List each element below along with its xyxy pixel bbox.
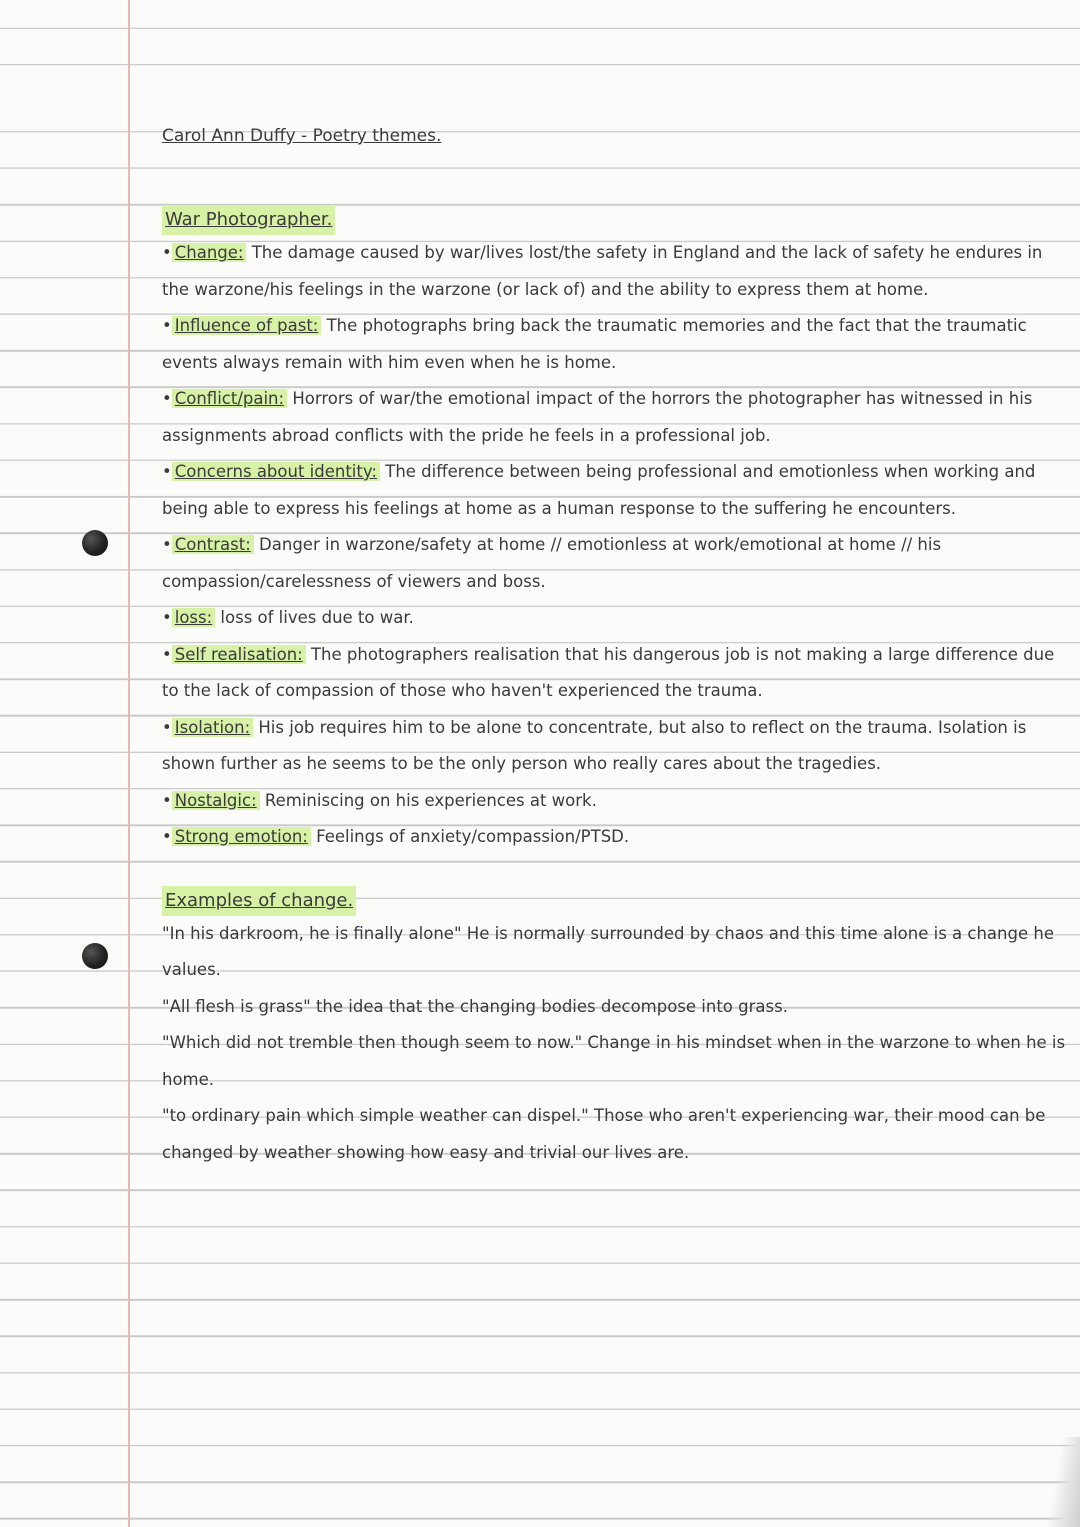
theme-text: Horrors of war/the emotional impact of the horrors the photographer has witnessed in his assignments abroad conflicts with the pride he feels in a professional job. (162, 389, 1033, 445)
page-curl (1040, 1437, 1080, 1527)
bullet: • (162, 462, 172, 481)
theme-term: Nostalgic: (172, 791, 260, 810)
theme-item (162, 454, 1067, 527)
theme-term: Isolation: (172, 718, 253, 737)
theme-item (162, 527, 1067, 600)
theme-term: Concerns about identity: (172, 462, 380, 481)
theme-text: The damage caused by war/lives lost/the safety in England and the lack of safety he endures in the warzone/his feelings in the warzone (or lack of) and the ability to express them at home. (162, 243, 1043, 299)
example-item: "Which did not tremble then though seem to now." Change in his mindset when in the warzone to when he is home. (162, 1033, 1066, 1089)
bullet: • (162, 790, 172, 810)
themes-list (162, 235, 1067, 856)
theme-item (162, 381, 1067, 454)
examples-list (162, 916, 1067, 1172)
theme-text: Reminiscing on his experiences at work. (259, 790, 597, 810)
punch-hole (82, 530, 108, 556)
bullet: • (162, 243, 172, 262)
theme-text: The difference between being professional and emotionless when working and being able to express his feelings at home as a human response to the suffering he encounters. (162, 462, 1036, 518)
theme-text: His job requires him to be alone to concentrate, but also to reflect on the trauma. Isolation is shown further as he seems to be the only person who really cares about the tragedies. (162, 717, 1027, 773)
theme-item (162, 783, 1067, 820)
bullet: • (162, 608, 172, 627)
theme-term: Change: (172, 243, 247, 262)
theme-text: Feelings of anxiety/compassion/PTSD. (310, 827, 630, 846)
theme-item (162, 710, 1067, 783)
theme-term: Self realisation: (172, 645, 306, 664)
theme-item (162, 600, 1067, 637)
theme-text: The photographs bring back the traumatic memories and the fact that the traumatic events always remain with him even when he is home. (162, 316, 1027, 372)
bullet: • (162, 827, 172, 846)
bullet: • (162, 316, 172, 335)
punch-hole (82, 943, 108, 969)
bullet: • (162, 644, 172, 664)
bullet: • (162, 535, 172, 554)
margin-line (128, 0, 130, 1527)
examples-section (162, 878, 1067, 1172)
theme-item (162, 637, 1067, 710)
page-title: Carol Ann Duffy - Poetry themes. (162, 126, 442, 146)
section-heading: War Photographer. (162, 205, 335, 235)
bullet: • (162, 717, 172, 737)
theme-term: Conflict/pain: (172, 389, 287, 408)
theme-item (162, 308, 1067, 381)
theme-text: Danger in warzone/safety at home // emotionless at work/emotional at home // his compassion/carelessness of viewers and boss. (162, 535, 942, 591)
theme-term: Contrast: (172, 535, 254, 554)
notes-content (162, 118, 1067, 1171)
bullet: • (162, 389, 172, 408)
theme-term: loss: (172, 608, 215, 627)
example-item: "In his darkroom, he is finally alone" He is normally surrounded by chaos and this time alone is a change he values. (162, 923, 1054, 979)
theme-item (162, 235, 1067, 308)
theme-text: loss of lives due to war. (215, 608, 414, 627)
example-item: "All flesh is grass" the idea that the changing bodies decompose into grass. (162, 996, 788, 1016)
theme-text: The photographers realisation that his dangerous job is not making a large difference due to the lack of compassion of those who haven't experienced the trauma. (162, 644, 1055, 700)
theme-term: Influence of past: (172, 316, 322, 335)
theme-item (162, 819, 1067, 856)
examples-heading: Examples of change. (162, 886, 356, 916)
example-item: "to ordinary pain which simple weather can dispel." Those who aren't experiencing war, their mood can be changed by weather showing how easy and trivial our lives are. (162, 1106, 1046, 1162)
theme-term: Strong emotion: (172, 827, 311, 846)
